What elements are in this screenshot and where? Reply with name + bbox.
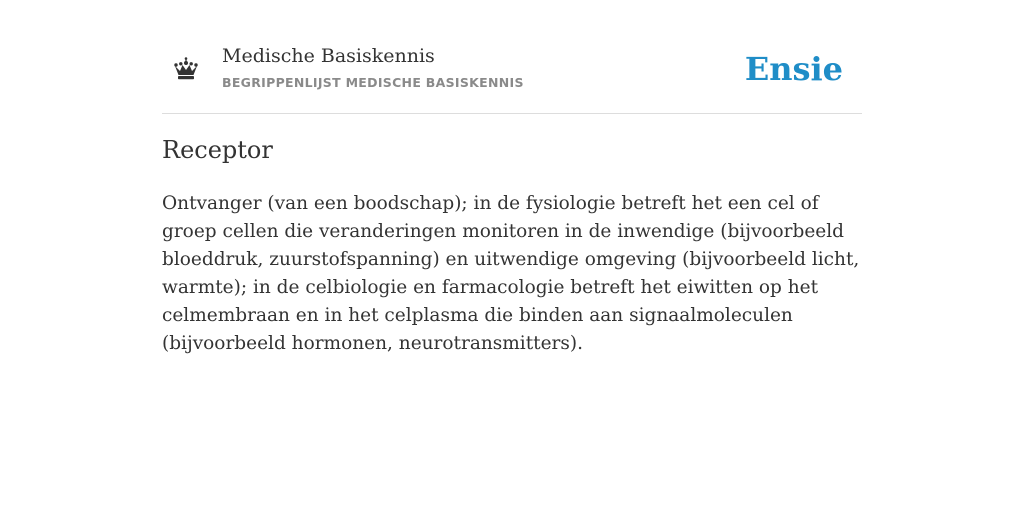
site-title[interactable]: Medische Basiskennis: [222, 45, 435, 67]
site-subtitle: BEGRIPPENLIJST MEDISCHE BASISKENNIS: [222, 75, 524, 90]
site-header: [162, 0, 862, 114]
term-title: Receptor: [162, 136, 273, 164]
term-definition: Ontvanger (van een boodschap); in de fysiologie betreft het een cel of groep cellen die veranderingen monitoren in de inwendige (bijvoorbeeld bloeddruk, zuurstofspanning) en uitwendige omgeving (bijvoorbeeld licht, warmte); in de celbiologie en farmacologie betreft het eiwitten op het celmembraan en in het celplasma die binden aan signaalmoleculen (bijvoorbeeld hormonen, neurotransmitters).: [162, 193, 860, 354]
crown-icon[interactable]: [172, 56, 200, 84]
ensie-logo-link[interactable]: Ensie: [744, 50, 843, 88]
